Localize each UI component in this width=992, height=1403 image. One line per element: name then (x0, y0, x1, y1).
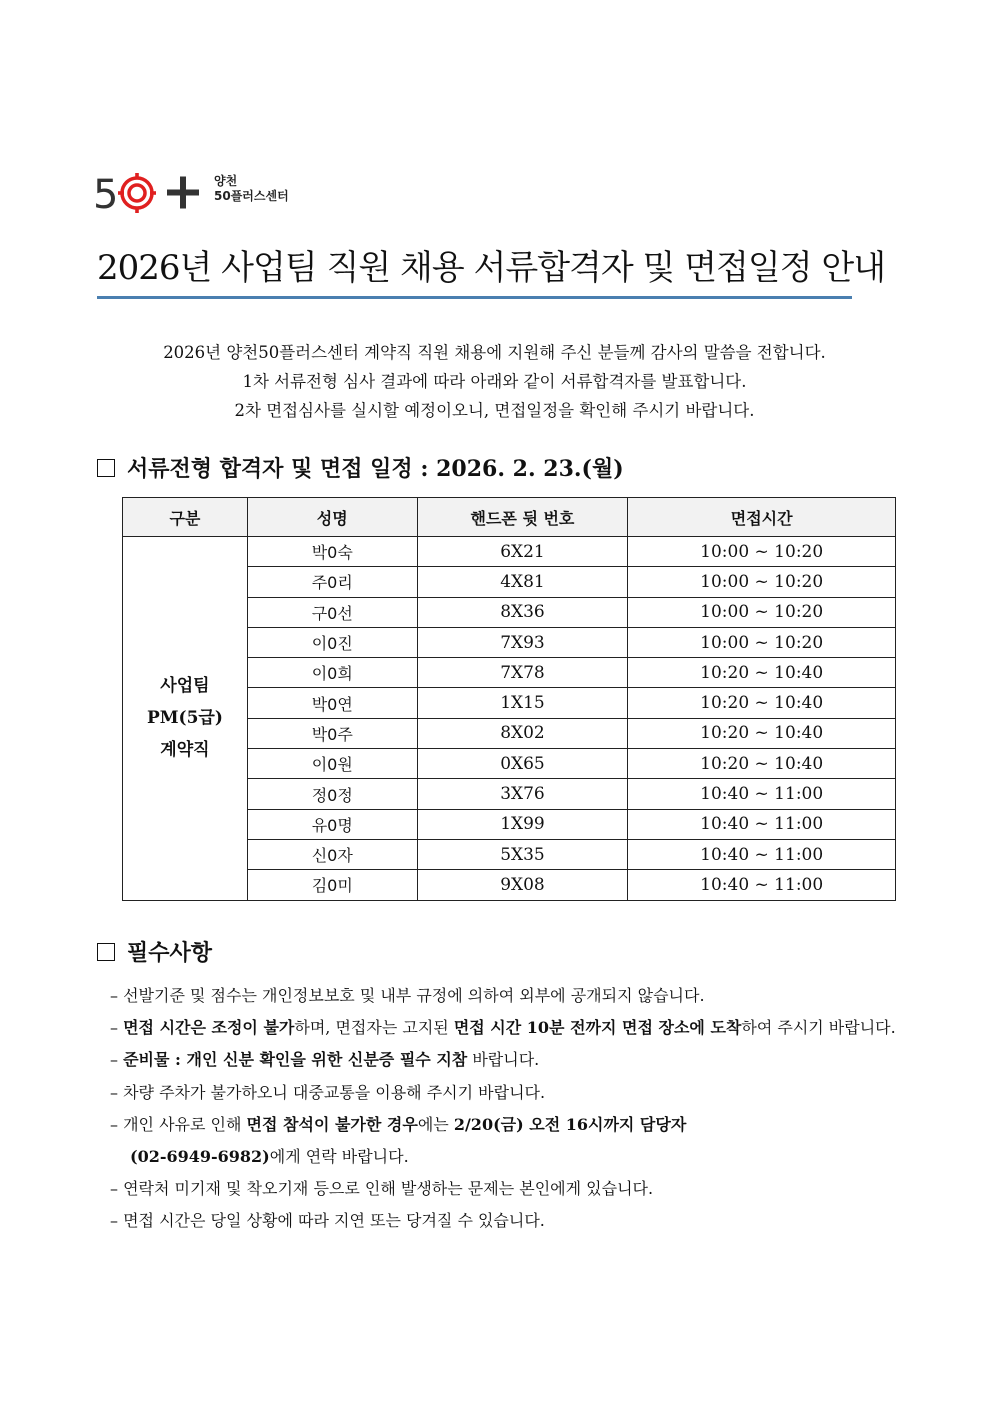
logo-ring-outer (122, 178, 152, 208)
page-title: 2026년 사업팀 직원 채용 서류합격자 및 면접일정 안내 (97, 248, 886, 288)
cell-time: 10:40 ~ 11:00 (628, 870, 896, 900)
logo-line-center: 50플러스센터 (214, 189, 289, 203)
note-text: 하여 주시기 바랍니다. (741, 1018, 896, 1038)
group-position: PM(5급) (146, 708, 223, 729)
table-header-row (123, 498, 896, 537)
section-schedule-heading (97, 452, 624, 483)
logo-tick-left (118, 191, 124, 195)
header-category: 구분 (123, 498, 248, 537)
cell-time: 10:20 ~ 10:40 (628, 658, 896, 688)
requirements-list (110, 980, 910, 1238)
cell-name: 정0정 (247, 779, 417, 809)
list-item (110, 1173, 910, 1205)
cell-name: 주0리 (247, 567, 417, 597)
note-emphasis: 면접 시간 10분 전까지 면접 장소에 도착 (453, 1018, 742, 1038)
intro-line: 2026년 양천50플러스센터 계약직 직원 채용에 지원해 주신 분들께 감사의 말씀을 전합니다. (163, 343, 826, 362)
logo-plus-v (180, 177, 186, 209)
section-requirements-title: 필수사항 (127, 940, 213, 966)
note-text: – 개인 사유로 인해 (110, 1114, 247, 1134)
cell-time: 10:40 ~ 11:00 (628, 839, 896, 869)
cell-phone: 1X15 (417, 688, 628, 718)
cell-phone: 7X78 (417, 658, 628, 688)
logo-ring-inner (129, 185, 145, 201)
list-item (110, 980, 910, 1012)
note-text: 에게 연락 바랍니다. (269, 1147, 409, 1167)
cell-time: 10:00 ~ 10:20 (628, 537, 896, 567)
list-item (110, 1077, 910, 1109)
group-cell (123, 537, 248, 901)
cell-time: 10:40 ~ 11:00 (628, 809, 896, 839)
checkbox-square-icon (97, 459, 115, 477)
note-emphasis: 면접 참석이 불가한 경우 (246, 1114, 418, 1134)
list-item (110, 1109, 910, 1141)
note-emphasis: 준비물 : 개인 신분 확인을 위한 신분증 필수 지참 (123, 1050, 468, 1070)
note-emphasis: 2/20(금) 오전 16시까지 담당자 (453, 1114, 687, 1134)
note-text: – 차량 주차가 불가하오니 대중교통을 이용해 주시기 바랍니다. (110, 1082, 546, 1102)
cell-phone: 8X36 (417, 597, 628, 627)
table-row (123, 537, 896, 567)
cell-phone: 6X21 (417, 537, 628, 567)
cell-name: 김0미 (247, 870, 417, 900)
intro-paragraph (97, 338, 892, 425)
list-item (110, 1044, 910, 1076)
cell-name: 이0희 (247, 658, 417, 688)
cell-name: 박0주 (247, 718, 417, 748)
header-time: 면접시간 (628, 498, 896, 537)
cell-phone: 9X08 (417, 870, 628, 900)
checkbox-square-icon (97, 943, 115, 961)
title-underline (97, 296, 852, 299)
cell-phone: 8X02 (417, 718, 628, 748)
note-text: 바랍니다. (467, 1050, 540, 1070)
cell-name: 유0명 (247, 809, 417, 839)
note-text: 하며, 면접자는 고지된 (294, 1018, 454, 1038)
note-text: – 선발기준 및 점수는 개인정보보호 및 내부 규정에 의하여 외부에 공개되지 않습니다. (110, 986, 705, 1005)
logo-tick-right (150, 191, 156, 195)
section-requirements-heading (97, 936, 212, 967)
note-text: 에는 (417, 1114, 454, 1134)
cell-phone: 0X65 (417, 749, 628, 779)
cell-phone: 7X93 (417, 627, 628, 657)
cell-name: 구0선 (247, 597, 417, 627)
header-name: 성명 (247, 498, 417, 537)
logo-tick-top (135, 173, 139, 179)
cell-name: 박0연 (247, 688, 417, 718)
group-contract: 계약직 (160, 740, 210, 761)
intro-line: 1차 서류전형 심사 결과에 따라 아래와 같이 서류합격자를 발표합니다. (242, 372, 747, 391)
cell-phone: 1X99 (417, 809, 628, 839)
list-item (110, 1205, 910, 1237)
logo-digit-five: 5 (93, 172, 119, 214)
section-schedule-title: 서류전형 합격자 및 면접 일정 : 2026. 2. 23.(월) (127, 456, 624, 482)
cell-time: 10:20 ~ 10:40 (628, 718, 896, 748)
logo-tick-bottom (135, 207, 139, 213)
cell-name: 신0자 (247, 839, 417, 869)
logo-line-district: 양천 (214, 174, 238, 188)
cell-time: 10:40 ~ 11:00 (628, 779, 896, 809)
cell-phone: 4X81 (417, 567, 628, 597)
list-item (110, 1012, 910, 1044)
cell-time: 10:00 ~ 10:20 (628, 627, 896, 657)
note-text: – 면접 시간은 당일 상황에 따라 지연 또는 당겨질 수 있습니다. (110, 1211, 545, 1231)
interview-schedule-table (122, 497, 896, 901)
cell-name: 이0원 (247, 749, 417, 779)
note-emphasis: 면접 시간은 조정이 불가 (123, 1018, 295, 1038)
note-text: – (110, 1050, 124, 1070)
list-item-continued (110, 1141, 910, 1173)
cell-phone: 5X35 (417, 839, 628, 869)
group-team: 사업팀 (160, 676, 210, 697)
cell-time: 10:20 ~ 10:40 (628, 749, 896, 779)
logo-wordmark (214, 174, 289, 204)
cell-time: 10:20 ~ 10:40 (628, 688, 896, 718)
note-text: – 연락처 미기재 및 착오기재 등으로 인해 발생하는 문제는 본인에게 있습니다. (110, 1179, 654, 1199)
cell-name: 이0진 (247, 627, 417, 657)
cell-phone: 3X76 (417, 779, 628, 809)
contact-phone: (02-6949-6982) (130, 1147, 270, 1167)
note-text: – (110, 1018, 124, 1038)
cell-name: 박0숙 (247, 537, 417, 567)
intro-line: 2차 면접심사를 실시할 예정이오니, 면접일정을 확인해 주시기 바랍니다. (234, 401, 755, 420)
header-phone: 핸드폰 뒷 번호 (417, 498, 628, 537)
cell-time: 10:00 ~ 10:20 (628, 567, 896, 597)
cell-time: 10:00 ~ 10:20 (628, 597, 896, 627)
